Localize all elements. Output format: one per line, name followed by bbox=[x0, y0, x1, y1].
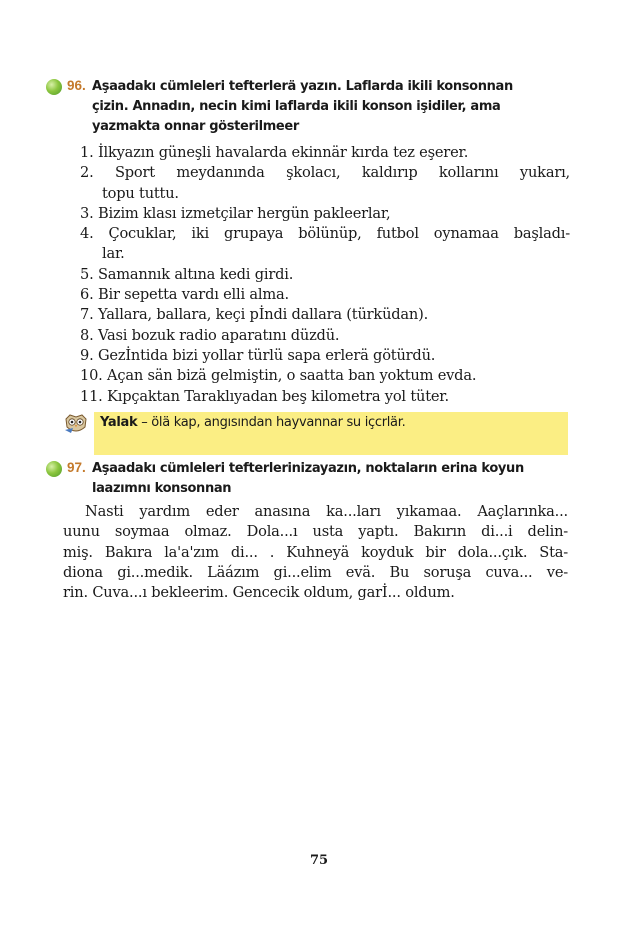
instruction-line: Aşaadakı cümleleri tefterlerä yazın. Laflarda ikili konsonnan bbox=[92, 79, 513, 94]
sentence-item: 4. Çocuklar, iki grupaya bölünüp, futbol oynamaa başladı- bbox=[80, 225, 570, 243]
vocabulary-note bbox=[100, 414, 405, 432]
sentence-item-continuation: lar. bbox=[102, 245, 125, 263]
paragraph-line: Nasti yardım eder anasına ka...ları yıkamaa. Aaçlarınka... bbox=[85, 503, 568, 520]
sentence-item: 3. Bizim klası izmetçilar hergün pakleerlar, bbox=[80, 204, 391, 222]
sentence-item: 6. Bir sepetta vardı elli alma. bbox=[80, 286, 289, 304]
paragraph-line: diona gi...medik. Läázım gi...elim evä. Bu soruşa cuva... ve- bbox=[63, 563, 568, 581]
exercise-96-sentence-list bbox=[80, 143, 570, 407]
exercise-97-number: 97. bbox=[67, 460, 86, 475]
sentence-item: 7. Yallara, ballara, keçi pİndi dallara (türküdan). bbox=[80, 306, 429, 324]
owl-icon bbox=[63, 411, 89, 435]
paragraph-line: uunu soymaa olmaz. Dola...ı usta yaptı. Bakırın di...i delin- bbox=[63, 523, 568, 541]
exercise-96-header bbox=[46, 78, 576, 138]
paragraph-line: rin. Cuva...ı bekleerim. Gencecik oldum, garİ... oldum. bbox=[63, 584, 455, 602]
instruction-line: Aşaadakı cümleleri tefterlerinizayazın, noktaların erina koyun bbox=[92, 461, 524, 476]
paragraph-line: miş. Bakıra la'a'zım di... . Kuhneyä koyduk bir dola...çık. Sta- bbox=[63, 543, 568, 561]
note-definition: – ölä kap, angısından hayvannar su içcrlär. bbox=[137, 415, 406, 430]
exercise-96-number: 96. bbox=[67, 78, 86, 93]
exercise-bullet-icon bbox=[46, 461, 62, 477]
exercise-96-instruction bbox=[92, 77, 562, 137]
exercise-97-header bbox=[46, 460, 576, 500]
exercise-97-paragraph bbox=[63, 502, 568, 603]
instruction-line: laazımnı konsonnan bbox=[92, 481, 232, 496]
sentence-item: 2. Sport meydanında şkolacı, kaldırıp kollarını yukarı, bbox=[80, 164, 570, 182]
sentence-item: 1. İlkyazın güneşli havalarda ekinnär kırda tez eşerer. bbox=[80, 144, 469, 161]
exercise-97-instruction bbox=[92, 459, 562, 499]
sentence-item: 10. Açan sän bizä gelmiştin, o saatta ban yoktum evda. bbox=[80, 367, 477, 385]
sentence-item: 11. Kıpçaktan Taraklıyadan beş kilometra yol tüter. bbox=[80, 387, 449, 405]
instruction-line: yazmakta onnar gösterilmeer bbox=[92, 119, 299, 134]
instruction-line: çizin. Annadın, necin kimi laflarda ikili konson işidiler, ama bbox=[92, 99, 501, 114]
sentence-item: 5. Samannık altına kedi girdi. bbox=[80, 265, 294, 283]
page-number: 75 bbox=[309, 853, 329, 868]
sentence-item: 8. Vasi bozuk radio aparatını düzdü. bbox=[80, 326, 340, 344]
exercise-bullet-icon bbox=[46, 79, 62, 95]
note-term: Yalak bbox=[100, 415, 138, 430]
sentence-item-continuation: topu tuttu. bbox=[102, 184, 179, 202]
sentence-item: 9. Gezİntida bizi yollar türlü sapa erlerä götürdü. bbox=[80, 346, 436, 364]
